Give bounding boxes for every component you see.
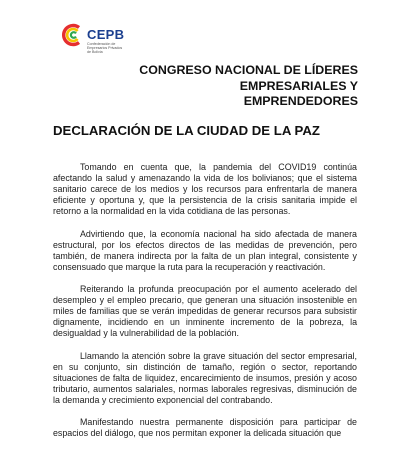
document-title: CONGRESO NACIONAL DE LÍDERES EMPRESARIALES Y EMPRENDEDORES: [139, 63, 358, 108]
cepb-logo: [60, 23, 127, 55]
paragraph: Tomando en cuenta que, la pandemia del COVID19 continúa afectando la salud y amenazando la vida de los bolivianos; que el sistema sanitario carece de los medios y los recursos para enfrentarla de manera eficiente y oportuna y, que la persistencia de la crisis sanitaria impide el retorno a la normalidad en la vida cotidiana de las personas.: [53, 162, 357, 217]
logo-subtitle: Confederación de Empresarios Privados de Bolivia: [87, 42, 123, 55]
paragraph: Advirtiendo que, la economía nacional ha sido afectada de manera estructural, por los efectos directos de las medidas de prevención, pero también, de manera indirecta por la falta de un plan integral, consistente y consensuado que marque la ruta para la recuperación y reactivación.: [53, 228, 357, 272]
declaration-heading: DECLARACIÓN DE LA CIUDAD DE LA PAZ: [53, 123, 320, 138]
declaration-body: [53, 162, 357, 450]
cepb-logo-icon: [60, 23, 84, 47]
paragraph: Reiterando la profunda preocupación por el aumento acelerado del desempleo y el empleo precario, que generan una situación insostenible en miles de familias que se verán impedidas de generar recursos para subsistir dignamente, incidiendo en un inminente incremento de la pobreza, la desigualdad y la vulnerabilidad de la población.: [53, 284, 357, 339]
paragraph: Llamando la atención sobre la grave situación del sector empresarial, en su conjunto, sin distinción de tamaño, región o sector, reportando situaciones de falta de liquidez, encarecimiento de insumos, presión y acoso tributario, aumentos salariales, normas laborales regresivas, disminución de la demanda y crecimiento exponencial del contrabando.: [53, 350, 357, 405]
logo-name: CEPB: [87, 27, 125, 42]
paragraph: Manifestando nuestra permanente disposición para participar de espacios del diálogo, que nos permitan exponer la delicada situación que: [53, 417, 357, 439]
